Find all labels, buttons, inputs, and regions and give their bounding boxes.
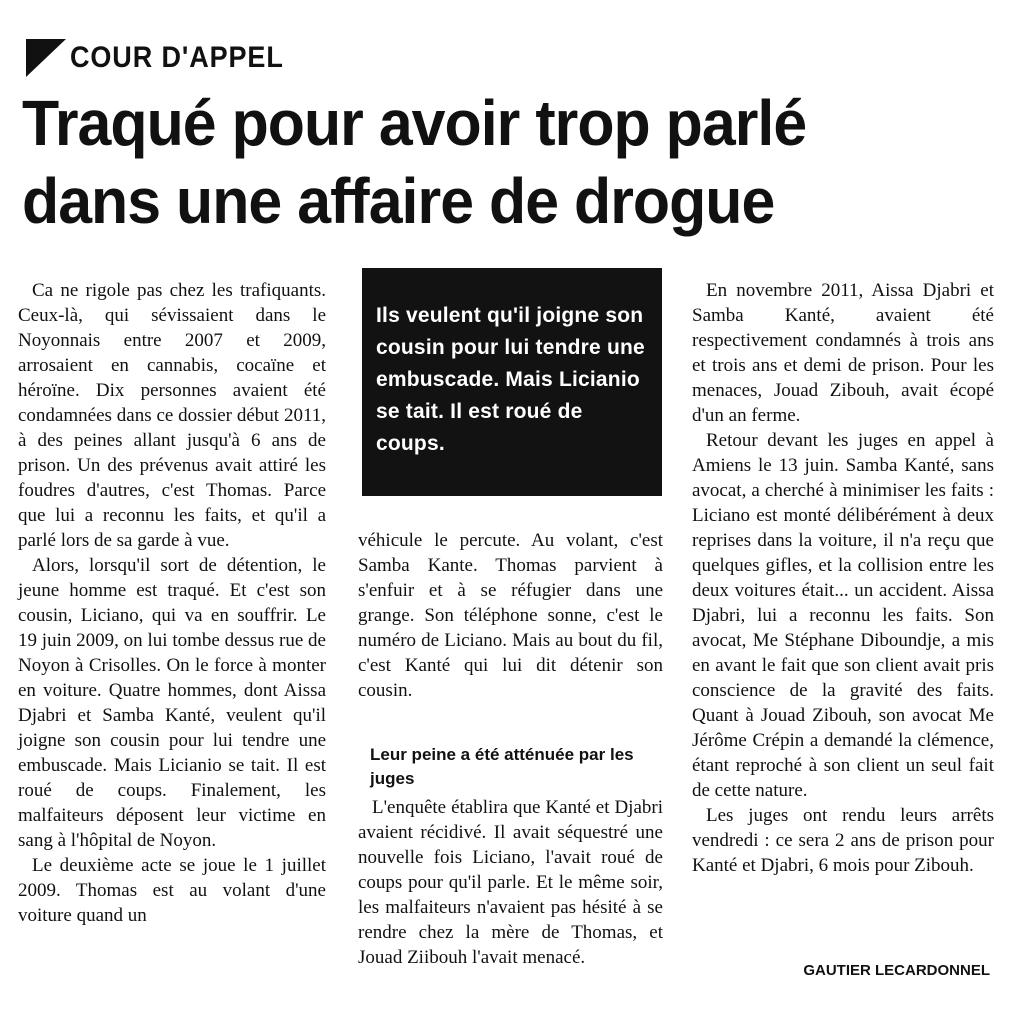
pull-quote-box [362, 268, 662, 496]
section-kicker [26, 38, 307, 78]
kicker-label: COUR D'APPEL [70, 41, 284, 74]
article-column-1 [18, 278, 326, 928]
headline-line-2: dans une affaire de drogue [22, 165, 775, 237]
paragraph: Le deuxième acte se joue le 1 juillet 2009. Thomas est au volant d'une voiture quand un [18, 855, 326, 926]
paragraph-continuation: véhicule le percute. Au volant, c'est Samba Kante. Thomas parvient à s'enfuir et à se réfugier dans une grange. Son téléphone sonne, c'est le numéro de Liciano. Mais au bout du fil, c'est Kanté qui lui dit détenir son cousin. [358, 530, 663, 701]
author-signature: GAUTIER LECARDONNEL [803, 962, 990, 979]
kicker-triangle-icon [26, 39, 66, 77]
article-column-2 [358, 528, 663, 970]
paragraph: L'enquête établira que Kanté et Djabri avaient récidivé. Il avait séquestré une nouvelle fois Liciano, l'avait roué de coups pour qu'il parle. Et le même soir, les malfaiteurs n'avaient pas hésité à se rendre chez la mère de Thomas, et Jouad Ziibouh l'avait menacé. [358, 797, 663, 968]
headline-line-1: Traqué pour avoir trop parlé [22, 87, 807, 159]
headline [22, 84, 963, 240]
paragraph: Alors, lorsqu'il sort de détention, le jeune homme est traqué. Et c'est son cousin, Liciano, qui va en souffrir. Le 19 juin 2009, on lui tombe dessus rue de Noyon à Crisolles. On le force à monter en voiture. Quatre hommes, dont Aissa Djabri et Samba Kanté, veulent qu'il joigne son cousin pour lui tendre une embuscade. Mais Licianio se tait. Il est roué de coups. Finalement, les malfaiteurs déposent leur victime en sang à l'hôpital de Noyon. [18, 555, 326, 851]
subheading: Leur peine a été atténuée par les juges [370, 745, 634, 788]
paragraph: Les juges ont rendu leurs arrêts vendredi : ce sera 2 ans de prison pour Kanté et Djabri, 6 mois pour Zibouh. [692, 805, 994, 876]
article-column-3 [692, 278, 994, 878]
paragraph: En novembre 2011, Aissa Djabri et Samba Kanté, avaient été respectivement condamnés à trois ans et trois ans et demi de prison. Pour les menaces, Jouad Zibouh, avait écopé d'un an ferme. [692, 280, 994, 426]
pull-quote: Ils veulent qu'il joigne son cousin pour lui tendre une embuscade. Mais Licianio se tait. Il est roué de coups. [376, 304, 645, 455]
paragraph: Ca ne rigole pas chez les trafiquants. Ceux-là, qui sévissaient dans le Noyonnais entre 2007 et 2009, arrosaient en cannabis, cocaïne et héroïne. Dix personnes avaient été condamnées dans ce dossier début 2011, à des peines allant jusqu'à 6 ans de prison. Un des prévenus avait attiré les foudres d'autres, c'est Thomas. Parce que lui a reconnu les faits, et qu'il a parlé lors de sa garde à vue. [18, 280, 326, 551]
paragraph: Retour devant les juges en appel à Amiens le 13 juin. Samba Kanté, sans avocat, a cherché à minimiser les faits : Liciano est monté délibérément à deux reprises dans la voiture, il n'a reçu que quelques gifles, et la collision entre les deux voitures était... un accident. Aissa Djabri, lui a reconnu les faits. Son avocat, Me Stéphane Diboundje, a mis en avant le fait que son client avait pris conscience de la gravité des faits. Quant à Jouad Zibouh, son avocat Me Jérôme Crépin a demandé la clémence, étant reproché à son client un seul fait de cette nature. [692, 430, 994, 801]
